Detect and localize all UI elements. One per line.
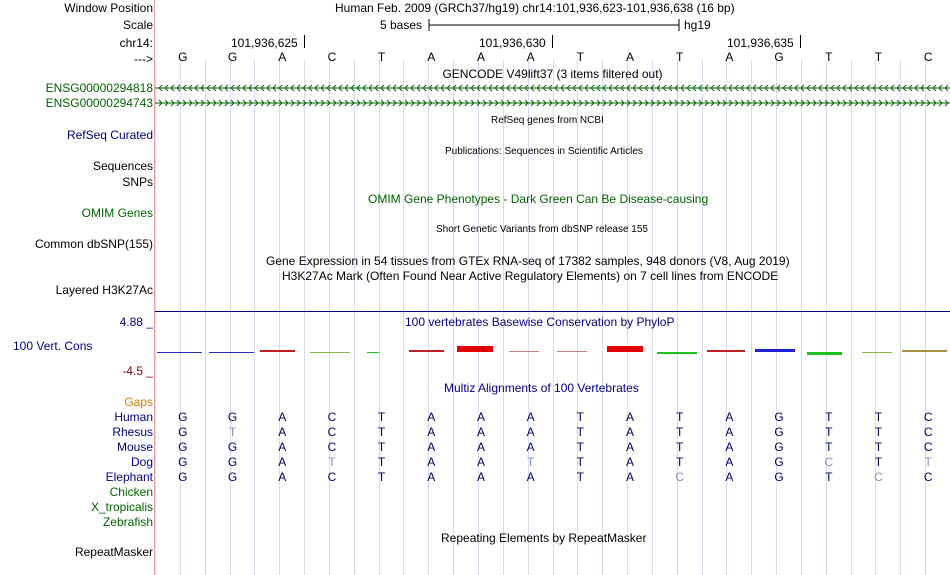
h3k27ac-track-label[interactable]: Layered H3K27Ac bbox=[55, 283, 153, 297]
reference-base: C bbox=[327, 50, 337, 64]
scale-text: 5 bases bbox=[380, 18, 423, 32]
reference-base: T bbox=[676, 50, 684, 64]
assembly-label: hg19 bbox=[684, 18, 711, 32]
multiz-base: A bbox=[626, 410, 635, 424]
multiz-base: T bbox=[377, 470, 386, 484]
phylop-score-bar bbox=[457, 346, 493, 352]
multiz-base: A bbox=[526, 410, 535, 424]
phylop-score-bar bbox=[657, 352, 697, 354]
multiz-base: A bbox=[526, 425, 535, 439]
multiz-base: T bbox=[825, 410, 833, 424]
h3k27ac-track-title: H3K27Ac Mark (Often Found Near Active Regulatory Elements) on 7 cell lines from ENCODE bbox=[282, 269, 779, 283]
gencode-item-2-feature[interactable] bbox=[155, 96, 950, 110]
phylop-score-bar bbox=[209, 352, 254, 353]
multiz-track-title: Multiz Alignments of 100 Vertebrates bbox=[444, 381, 639, 395]
multiz-base: A bbox=[278, 410, 287, 424]
multiz-base: T bbox=[924, 455, 932, 469]
phylop-score-bar bbox=[755, 349, 795, 352]
phylop-score-bar bbox=[260, 350, 295, 352]
multiz-base: A bbox=[725, 470, 734, 484]
tick-label-1: 101,936,625 bbox=[231, 36, 298, 50]
multiz-base: T bbox=[874, 440, 883, 454]
multiz-base: C bbox=[923, 410, 933, 424]
multiz-base: T bbox=[676, 455, 684, 469]
multiz-base: A bbox=[626, 425, 635, 439]
multiz-base: G bbox=[227, 410, 238, 424]
multiz-species-label: Elephant bbox=[105, 470, 153, 484]
multiz-species-label: Dog bbox=[130, 455, 153, 469]
multiz-base: G bbox=[178, 455, 188, 469]
multiz-base: A bbox=[278, 425, 287, 439]
omim-track-label[interactable]: OMIM Genes bbox=[81, 206, 153, 220]
multiz-base: T bbox=[825, 440, 833, 454]
dbsnp-track-label[interactable]: Common dbSNP(155) bbox=[34, 237, 153, 251]
multiz-base: G bbox=[178, 410, 188, 424]
phylop-score-bar bbox=[707, 350, 745, 352]
multiz-base: A bbox=[476, 425, 485, 439]
tick-mark-1 bbox=[304, 35, 305, 48]
multiz-base: G bbox=[178, 440, 188, 454]
multiz-base: T bbox=[825, 470, 833, 484]
tick-mark-3 bbox=[800, 35, 801, 48]
multiz-base: C bbox=[327, 410, 337, 424]
multiz-base: G bbox=[178, 470, 188, 484]
reference-base: A bbox=[427, 50, 436, 64]
multiz-base: G bbox=[774, 425, 784, 439]
multiz-species-label: Human bbox=[114, 410, 153, 424]
multiz-base: A bbox=[476, 440, 485, 454]
multiz-base: T bbox=[676, 425, 684, 439]
phylop-score-bar bbox=[157, 352, 202, 353]
multiz-base: A bbox=[476, 410, 485, 424]
multiz-base: G bbox=[227, 470, 238, 484]
multiz-base: A bbox=[526, 440, 535, 454]
omim-track-title: OMIM Gene Phenotypes - Dark Green Can Be Disease-causing bbox=[368, 192, 709, 206]
phylop-score-bar bbox=[409, 350, 444, 352]
multiz-base: A bbox=[427, 425, 436, 439]
multiz-base: A bbox=[476, 470, 485, 484]
snps-track-label[interactable]: SNPs bbox=[122, 175, 153, 189]
repeatmasker-track-label[interactable]: RepeatMasker bbox=[74, 545, 153, 559]
multiz-base: C bbox=[327, 470, 337, 484]
reference-base: T bbox=[576, 50, 585, 64]
phylop-max-label: 4.88 _ bbox=[119, 315, 153, 329]
tick-label-2: 101,936,630 bbox=[479, 36, 546, 50]
multiz-base: T bbox=[576, 425, 585, 439]
multiz-base: T bbox=[576, 470, 585, 484]
reference-base: T bbox=[825, 50, 833, 64]
multiz-base: T bbox=[576, 440, 585, 454]
multiz-base: G bbox=[178, 425, 188, 439]
gencode-track-title: GENCODE V49lift37 (3 items filtered out) bbox=[442, 67, 663, 81]
phylop-track-title: 100 vertebrates Basewise Conservation by PhyloP bbox=[405, 315, 675, 329]
phylop-score-bar bbox=[509, 351, 539, 352]
reference-base: G bbox=[774, 50, 784, 64]
multiz-base: A bbox=[427, 410, 436, 424]
chrom-label: chr14: bbox=[119, 36, 153, 50]
tick-label-3: 101,936,635 bbox=[727, 36, 794, 50]
phylop-top-line bbox=[155, 311, 950, 312]
multiz-base: A bbox=[626, 440, 635, 454]
multiz-base: A bbox=[476, 455, 485, 469]
gtex-track-title: Gene Expression in 54 tissues from GTEx RNA-seq of 17382 samples, 948 donors (V8, Aug 2019) bbox=[266, 254, 790, 268]
strand-arrow-label: ---> bbox=[134, 52, 153, 66]
multiz-base: C bbox=[923, 440, 933, 454]
multiz-base: G bbox=[227, 455, 238, 469]
gencode-item-1-label[interactable]: ENSG00000294818 bbox=[45, 81, 153, 95]
multiz-species-label: X_tropicalis bbox=[90, 500, 153, 514]
reference-base: T bbox=[874, 50, 883, 64]
phylop-score-bar bbox=[367, 352, 379, 353]
multiz-base: T bbox=[328, 455, 336, 469]
multiz-base: G bbox=[774, 410, 784, 424]
reference-base: A bbox=[526, 50, 535, 64]
multiz-base: T bbox=[874, 425, 883, 439]
window-position-value: Human Feb. 2009 (GRCh37/hg19) chr14:101,936,623-101,936,638 (16 bp) bbox=[335, 1, 735, 15]
multiz-base: A bbox=[526, 470, 535, 484]
multiz-base: C bbox=[874, 470, 883, 484]
multiz-base: T bbox=[825, 425, 833, 439]
multiz-base: T bbox=[377, 425, 386, 439]
multiz-base: T bbox=[526, 455, 535, 469]
reference-base: A bbox=[476, 50, 485, 64]
multiz-base: T bbox=[377, 440, 386, 454]
multiz-base: T bbox=[228, 425, 237, 439]
multiz-base: G bbox=[774, 455, 784, 469]
multiz-base: C bbox=[327, 440, 337, 454]
multiz-base: T bbox=[874, 410, 883, 424]
multiz-species-label: Rhesus bbox=[112, 425, 153, 439]
phylop-score-bar bbox=[862, 352, 892, 353]
multiz-base: T bbox=[377, 455, 386, 469]
phylop-track-label[interactable]: 100 Vert. Cons bbox=[13, 339, 93, 353]
multiz-base: T bbox=[377, 410, 386, 424]
multiz-base: C bbox=[923, 425, 933, 439]
multiz-base: T bbox=[576, 410, 585, 424]
phylop-score-bar bbox=[807, 352, 842, 355]
reference-base: G bbox=[178, 50, 188, 64]
refseq-track-label[interactable]: RefSeq Curated bbox=[66, 128, 153, 142]
phylop-score-bar bbox=[310, 352, 350, 353]
reference-base: T bbox=[377, 50, 386, 64]
phylop-conservation-graph[interactable] bbox=[155, 340, 950, 362]
multiz-base: A bbox=[278, 470, 287, 484]
window-position-label: Window Position bbox=[64, 1, 153, 15]
multiz-base: G bbox=[227, 440, 238, 454]
refseq-track-title: RefSeq genes from NCBI bbox=[491, 115, 604, 126]
multiz-base: A bbox=[626, 470, 635, 484]
multiz-base: T bbox=[874, 455, 883, 469]
publications-track-title: Publications: Sequences in Scientific Articles bbox=[445, 146, 643, 157]
reference-base: A bbox=[626, 50, 635, 64]
multiz-species-label: Chicken bbox=[109, 485, 153, 499]
multiz-base: A bbox=[427, 440, 436, 454]
multiz-species-label: Zebrafish bbox=[102, 515, 153, 529]
multiz-gaps-label: Gaps bbox=[124, 395, 153, 409]
multiz-base: G bbox=[774, 440, 784, 454]
multiz-base: C bbox=[824, 455, 834, 469]
multiz-species-label: Mouse bbox=[116, 440, 153, 454]
reference-base: A bbox=[278, 50, 287, 64]
reference-base: G bbox=[227, 50, 238, 64]
multiz-base: C bbox=[923, 470, 933, 484]
multiz-base: A bbox=[278, 455, 287, 469]
multiz-base: C bbox=[327, 425, 337, 439]
multiz-base: T bbox=[676, 440, 684, 454]
dbsnp-track-title: Short Genetic Variants from dbSNP release 155 bbox=[436, 224, 648, 235]
multiz-base: T bbox=[676, 410, 684, 424]
multiz-base: A bbox=[725, 455, 734, 469]
phylop-score-bar bbox=[557, 351, 587, 352]
multiz-base: A bbox=[725, 440, 734, 454]
phylop-score-bar bbox=[902, 350, 947, 352]
gencode-item-2-label[interactable]: ENSG00000294743 bbox=[45, 96, 153, 110]
multiz-base: A bbox=[725, 410, 734, 424]
multiz-base: A bbox=[427, 470, 436, 484]
scale-label: Scale bbox=[122, 18, 153, 32]
multiz-base: A bbox=[278, 440, 287, 454]
reference-base: A bbox=[725, 50, 734, 64]
multiz-base: A bbox=[725, 425, 734, 439]
reference-base: C bbox=[923, 50, 933, 64]
phylop-min-label: -4.5 _ bbox=[122, 364, 153, 378]
gencode-item-1-feature[interactable] bbox=[155, 81, 950, 95]
multiz-base: C bbox=[675, 470, 685, 484]
repeatmasker-track-title: Repeating Elements by RepeatMasker bbox=[441, 531, 647, 545]
multiz-base: A bbox=[427, 455, 436, 469]
scale-bar bbox=[428, 17, 680, 33]
multiz-base: A bbox=[626, 455, 635, 469]
tick-mark-2 bbox=[552, 35, 553, 48]
phylop-score-bar bbox=[607, 346, 643, 352]
publications-track-label[interactable]: Sequences bbox=[92, 159, 153, 173]
multiz-base: G bbox=[774, 470, 784, 484]
multiz-base: T bbox=[576, 455, 585, 469]
